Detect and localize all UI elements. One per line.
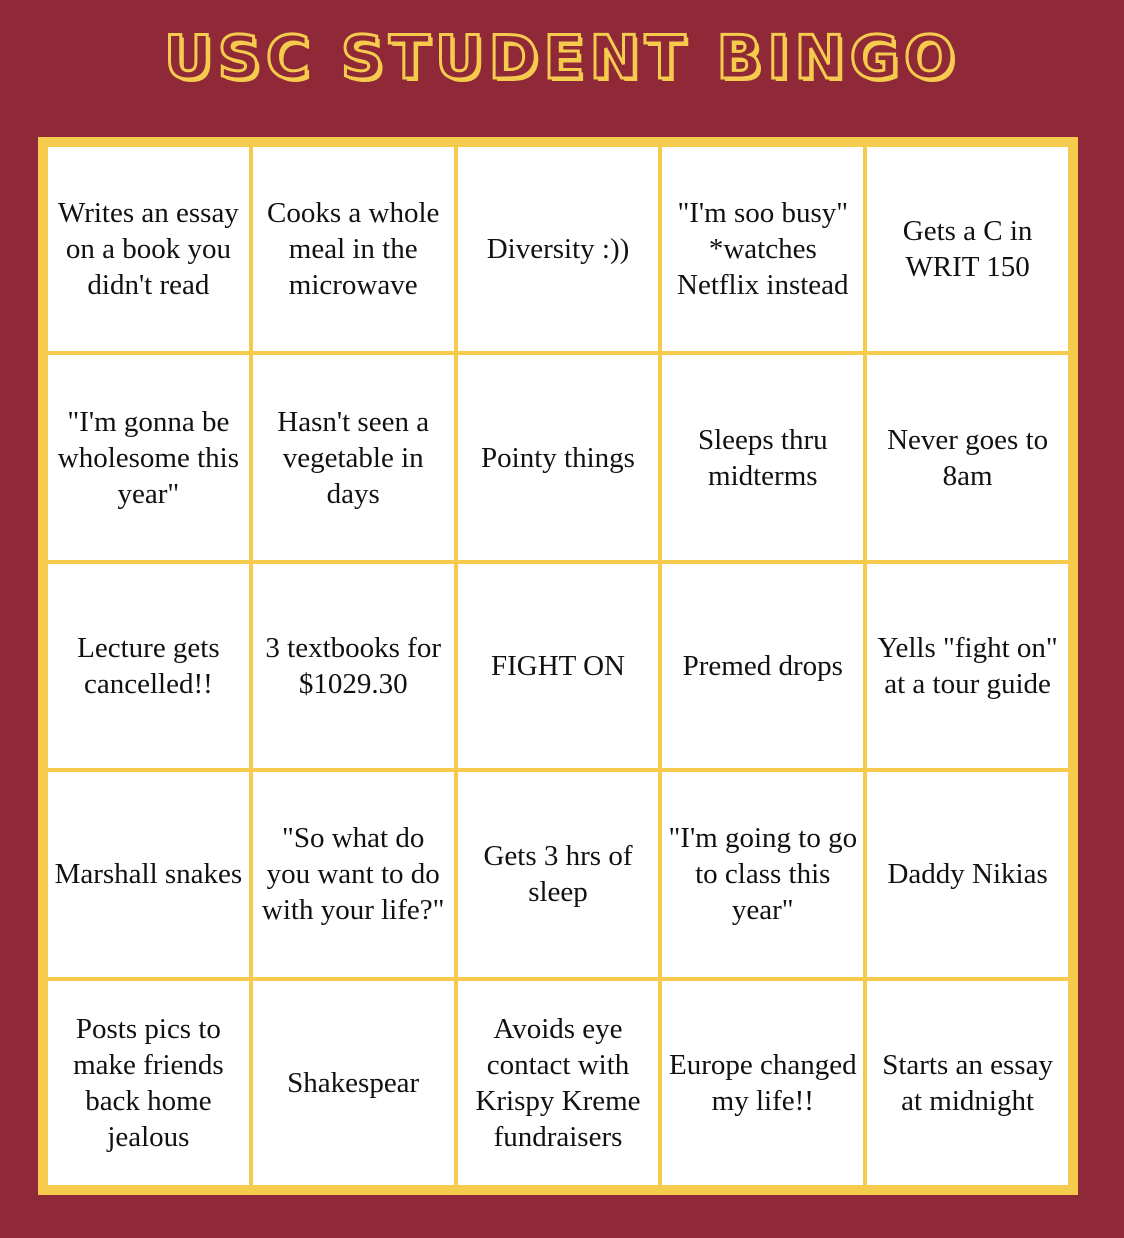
bingo-cell[interactable]: "So what do you want to do with your life?" xyxy=(253,772,454,976)
bingo-cell[interactable]: Pointy things xyxy=(458,355,659,559)
bingo-cell[interactable]: "I'm soo busy" *watches Netflix instead xyxy=(662,147,863,351)
bingo-cell[interactable]: Posts pics to make friends back home jealous xyxy=(48,981,249,1185)
bingo-cell[interactable]: Cooks a whole meal in the microwave xyxy=(253,147,454,351)
bingo-cell[interactable]: Avoids eye contact with Krispy Kreme fundraisers xyxy=(458,981,659,1185)
bingo-cell[interactable]: "I'm gonna be wholesome this year" xyxy=(48,355,249,559)
bingo-cell[interactable]: Marshall snakes xyxy=(48,772,249,976)
bingo-cell[interactable]: 3 textbooks for $1029.30 xyxy=(253,564,454,768)
bingo-cell[interactable]: Europe changed my life!! xyxy=(662,981,863,1185)
bingo-cell[interactable]: Never goes to 8am xyxy=(867,355,1068,559)
bingo-cell[interactable]: Starts an essay at midnight xyxy=(867,981,1068,1185)
page-title: USC STUDENT BINGO xyxy=(163,23,961,93)
bingo-cell[interactable]: Premed drops xyxy=(662,564,863,768)
bingo-cell[interactable]: Daddy Nikias xyxy=(867,772,1068,976)
bingo-cell[interactable]: Shakespear xyxy=(253,981,454,1185)
bingo-cell[interactable]: Writes an essay on a book you didn't read xyxy=(48,147,249,351)
bingo-board xyxy=(38,137,1078,1195)
bingo-cell[interactable]: Lecture gets cancelled!! xyxy=(48,564,249,768)
bingo-cell[interactable]: Gets 3 hrs of sleep xyxy=(458,772,659,976)
bingo-cell[interactable]: "I'm going to go to class this year" xyxy=(662,772,863,976)
bingo-cell[interactable]: Yells "fight on" at a tour guide xyxy=(867,564,1068,768)
bingo-cell[interactable]: Sleeps thru midterms xyxy=(662,355,863,559)
bingo-cell[interactable]: FIGHT ON xyxy=(458,564,659,768)
bingo-cell[interactable]: Gets a C in WRIT 150 xyxy=(867,147,1068,351)
bingo-cell[interactable]: Hasn't seen a vegetable in days xyxy=(253,355,454,559)
bingo-cell[interactable]: Diversity :)) xyxy=(458,147,659,351)
